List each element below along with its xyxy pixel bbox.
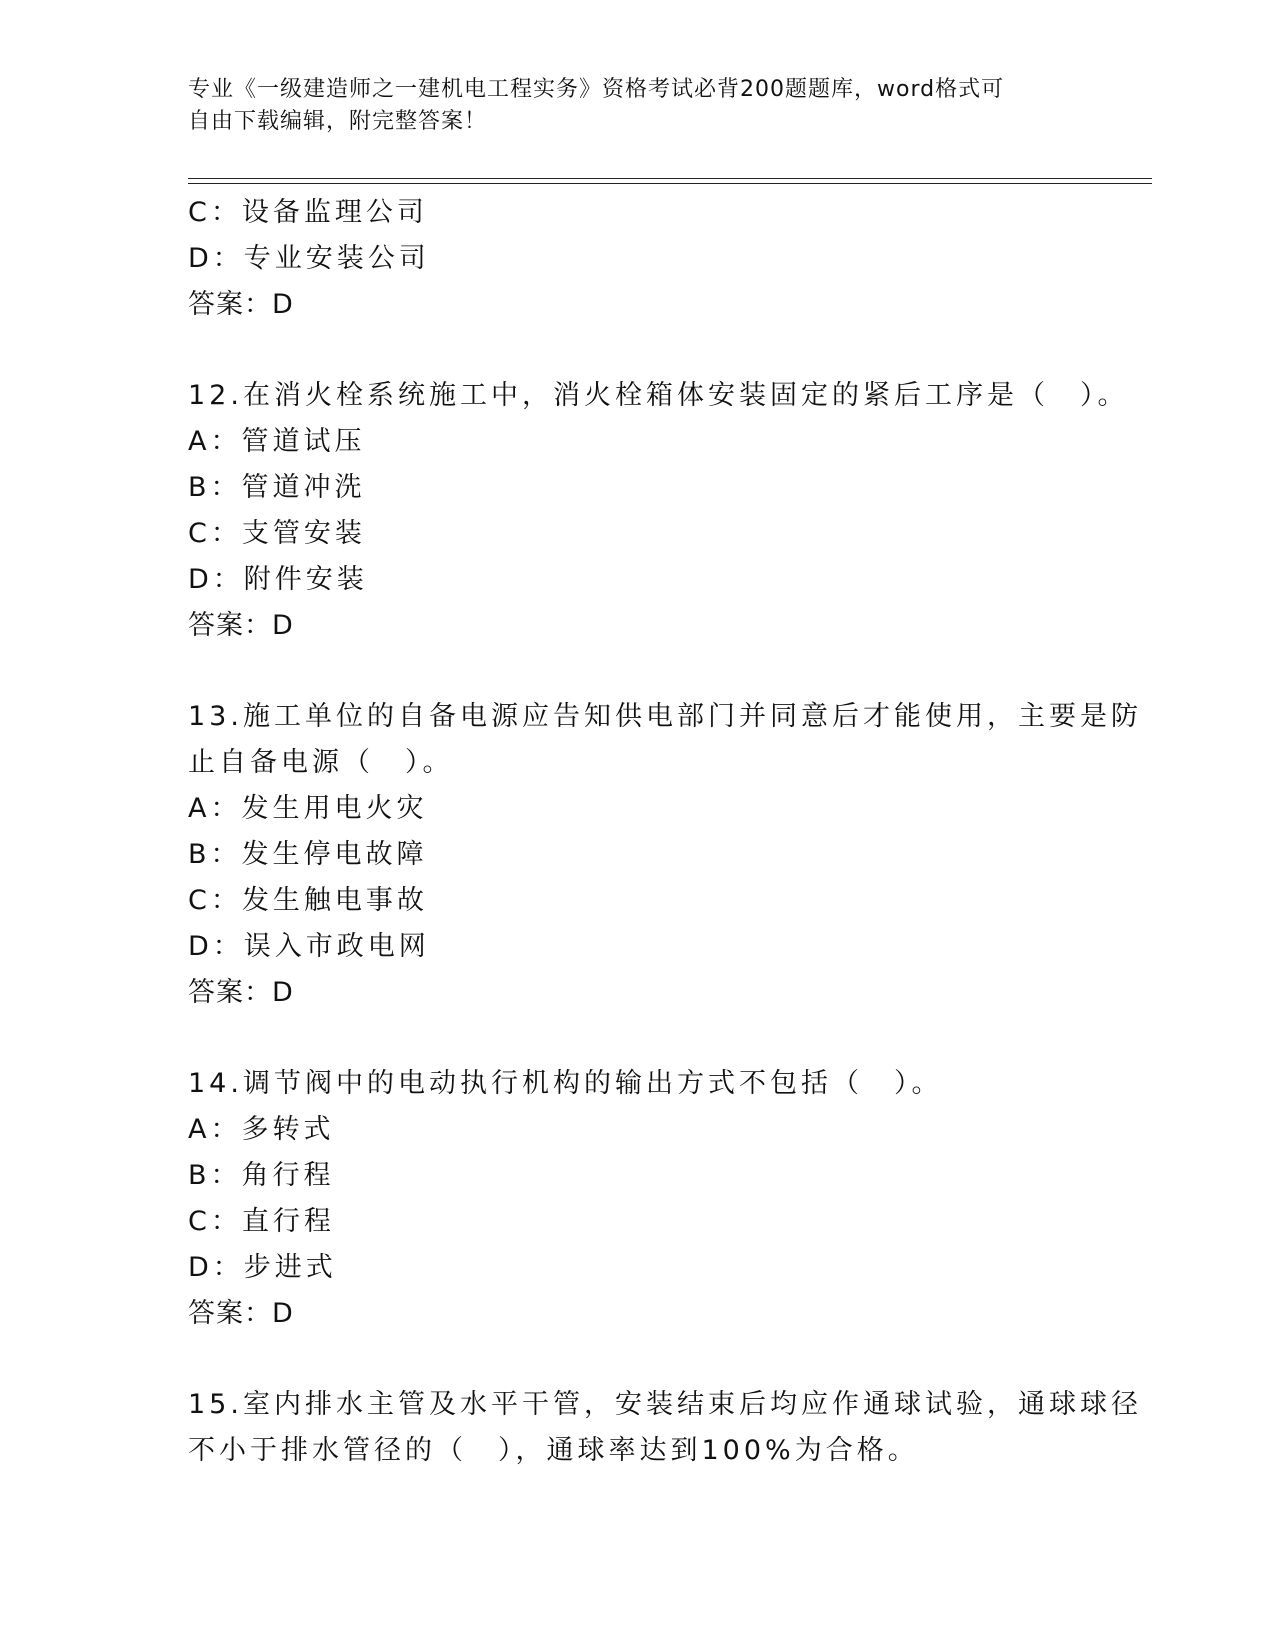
- option-d: D：步进式: [188, 1252, 337, 1283]
- option-a: A：管道试压: [188, 426, 366, 457]
- question-fragment: [188, 190, 1088, 328]
- question-12: [188, 373, 1129, 649]
- question-text: 13.施工单位的自备电源应告知供电部门并同意后才能使用，主要是防: [188, 701, 1142, 732]
- question-text: 14.调节阀中的电动执行机构的输出方式不包括（ ）。: [188, 1068, 943, 1099]
- option-a: A：多转式: [188, 1114, 335, 1145]
- option-b: B：管道冲洗: [188, 472, 366, 503]
- header-divider-bottom: [188, 183, 1152, 184]
- question-text-continued: 不小于排水管径的（ ），通球率达到100%为合格。: [188, 1435, 919, 1466]
- header-divider-top: [188, 178, 1152, 179]
- option-a: A：发生用电火灾: [188, 793, 428, 824]
- option-d: D：误入市政电网: [188, 931, 430, 962]
- option-c: C：发生触电事故: [188, 885, 428, 916]
- answer-line: 答案：D: [188, 289, 294, 320]
- question-text: 15.室内排水主管及水平干管，安装结束后均应作通球试验，通球球径: [188, 1389, 1142, 1420]
- header-line-2: 自由下载编辑，附完整答案！: [188, 109, 488, 134]
- document-header: [188, 74, 1088, 138]
- answer-line: 答案：D: [188, 1298, 294, 1329]
- answer-line: 答案：D: [188, 977, 294, 1008]
- question-text-continued: 止自备电源（ ）。: [188, 747, 454, 778]
- header-line-1: 专业《一级建造师之一建机电工程实务》资格考试必背200题题库，word格式可: [188, 77, 1005, 102]
- answer-line: 答案：D: [188, 610, 294, 641]
- option-c: C：设备监理公司: [188, 197, 428, 228]
- option-c: C：直行程: [188, 1206, 335, 1237]
- option-c: C：支管安装: [188, 518, 366, 549]
- question-14: [188, 1061, 1088, 1337]
- option-b: B：角行程: [188, 1160, 335, 1191]
- option-d: D：专业安装公司: [188, 243, 430, 274]
- question-text: 12.在消火栓系统施工中，消火栓箱体安装固定的紧后工序是（ ）。: [188, 380, 1129, 411]
- option-d: D：附件安装: [188, 564, 368, 595]
- question-list: [188, 190, 1142, 1474]
- option-b: B：发生停电故障: [188, 839, 428, 870]
- question-13: [188, 694, 1142, 1016]
- question-15: [188, 1382, 1142, 1474]
